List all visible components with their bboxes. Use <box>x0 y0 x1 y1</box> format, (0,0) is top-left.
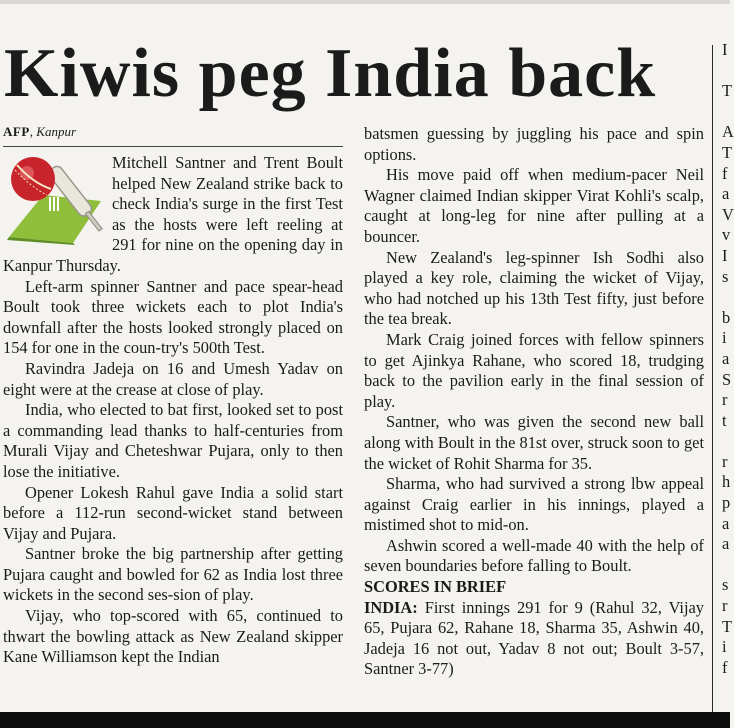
edge-letter: I <box>722 245 728 265</box>
edge-letter: a <box>722 348 730 368</box>
edge-letter: S <box>722 369 732 389</box>
edge-letter: p <box>722 493 731 513</box>
edge-letter: f <box>722 657 728 677</box>
scores-team: INDIA: <box>364 597 418 617</box>
body-paragraph: Sharma, who had survived a strong lbw appeal against Craig earlier in his innings, played a mistimed shot to mid-on. <box>364 474 704 535</box>
headline: Kiwis peg India back <box>4 35 657 112</box>
edge-letter: a <box>722 184 730 204</box>
edge-letter: v <box>722 225 731 245</box>
edge-letter: T <box>722 142 733 162</box>
edge-letter: i <box>722 637 727 657</box>
edge-letter: a <box>722 534 730 554</box>
edge-letter: A <box>722 122 734 142</box>
body-paragraph: Vijay, who top-scored with 65, continued to thwart the bowling attack as New Zealand skipper Kane Williamson kept the Indian <box>3 606 343 667</box>
scores-text: First innings 291 for 9 (Rahul 32, Vijay 65, Pujara 62, Rahane 18, Sharma 35, Ashwin 40, Jadeja 16 not out, Yadav 8 not out; Boult 3-57, Santner 3-77) <box>364 597 704 679</box>
body-paragraph: Mark Craig joined forces with fellow spinners to get Ajinkya Rahane, who scored 18, trudging back to the pavilion early in the final session of play. <box>364 329 704 411</box>
body-paragraph: Opener Lokesh Rahul gave India a solid start before a 112-run second-wicket stand between Vijay and Pujara. <box>3 482 343 543</box>
byline-agency: AFP <box>3 124 30 139</box>
edge-letter <box>722 102 732 123</box>
top-page-strip <box>0 0 730 4</box>
edge-letter <box>722 431 732 452</box>
adjacent-column-edge <box>722 40 732 678</box>
body-paragraph: Santner, who was given the second new ball along with Boult in the 81st over, struck soon to get the wicket of Rohit Sharma for 35. <box>364 412 704 473</box>
edge-letter: b <box>722 307 731 327</box>
edge-letter: r <box>722 451 728 471</box>
edge-letter: i <box>722 328 727 348</box>
body-paragraph: New Zealand's leg-spinner Ish Sodhi also played a key role, claiming the wicket of Vijay, who had notched up his 13th Test fifty, just before the tea break. <box>364 247 704 329</box>
byline-place: Kanpur <box>36 124 77 139</box>
edge-letter: I <box>722 40 728 59</box>
edge-letter: T <box>722 81 733 101</box>
body-paragraph: India, who elected to bat first, looked set to post a commanding lead thanks to half-centuries from Murali Vijay and Cheteshwar Pujara, only to then lose the initiative. <box>3 400 343 481</box>
column-divider <box>712 45 713 725</box>
body-paragraph: Ashwin scored a well-made 40 with the help of seven boundaries before falling to Boult. <box>364 535 704 576</box>
edge-letter: f <box>722 163 728 183</box>
edge-letter <box>722 555 732 576</box>
edge-letter: r <box>722 596 728 616</box>
body-paragraph: His move paid off when medium-pacer Neil Wagner claimed Indian skipper Virat Kohli's scalp, caught at long-leg for nine after pulling at a bouncer. <box>364 165 704 246</box>
edge-letter <box>722 61 732 82</box>
lead-paragraph: Mitchell Santner and Trent Boult helped New Zealand strike back to check India's surge in the first Test as the hosts were left reeling at 291 for nine on the opening day in Kanpur Thursday. <box>3 153 343 275</box>
scores-in-brief <box>364 598 704 680</box>
edge-letter: T <box>722 616 733 636</box>
edge-letter: t <box>722 410 727 430</box>
edge-letter <box>722 287 732 308</box>
edge-letter: r <box>722 390 728 410</box>
scores-heading: SCORES IN BRIEF <box>364 577 507 597</box>
byline: AFP, Kanpur <box>3 124 343 147</box>
edge-letter: V <box>722 204 734 224</box>
edge-letter: s <box>722 575 729 595</box>
bottom-black-bar <box>0 712 730 728</box>
cricket-ball-bat-pitch-icon <box>3 153 105 245</box>
body-paragraph: Ravindra Jadeja on 16 and Umesh Yadav on eight were at the crease at close of play. <box>3 358 343 399</box>
edge-letter: a <box>722 513 730 533</box>
body-paragraph: Left-arm spinner Santner and pace spear-head Boult took three wickets each to plot India's downfall after the hosts looked strongly placed on 154 for one in the coun-try's 500th Test. <box>3 276 343 358</box>
article-column-2 <box>364 124 704 680</box>
article-column-1 <box>3 124 343 668</box>
edge-letter: s <box>722 266 729 286</box>
continued-paragraph: batsmen guessing by juggling his pace and spin options. <box>364 124 704 164</box>
edge-letter: h <box>722 472 731 492</box>
body-paragraph: Santner broke the big partnership after getting Pujara caught and bowled for 62 as India lost three wickets in the second ses-sion of play. <box>3 544 343 605</box>
